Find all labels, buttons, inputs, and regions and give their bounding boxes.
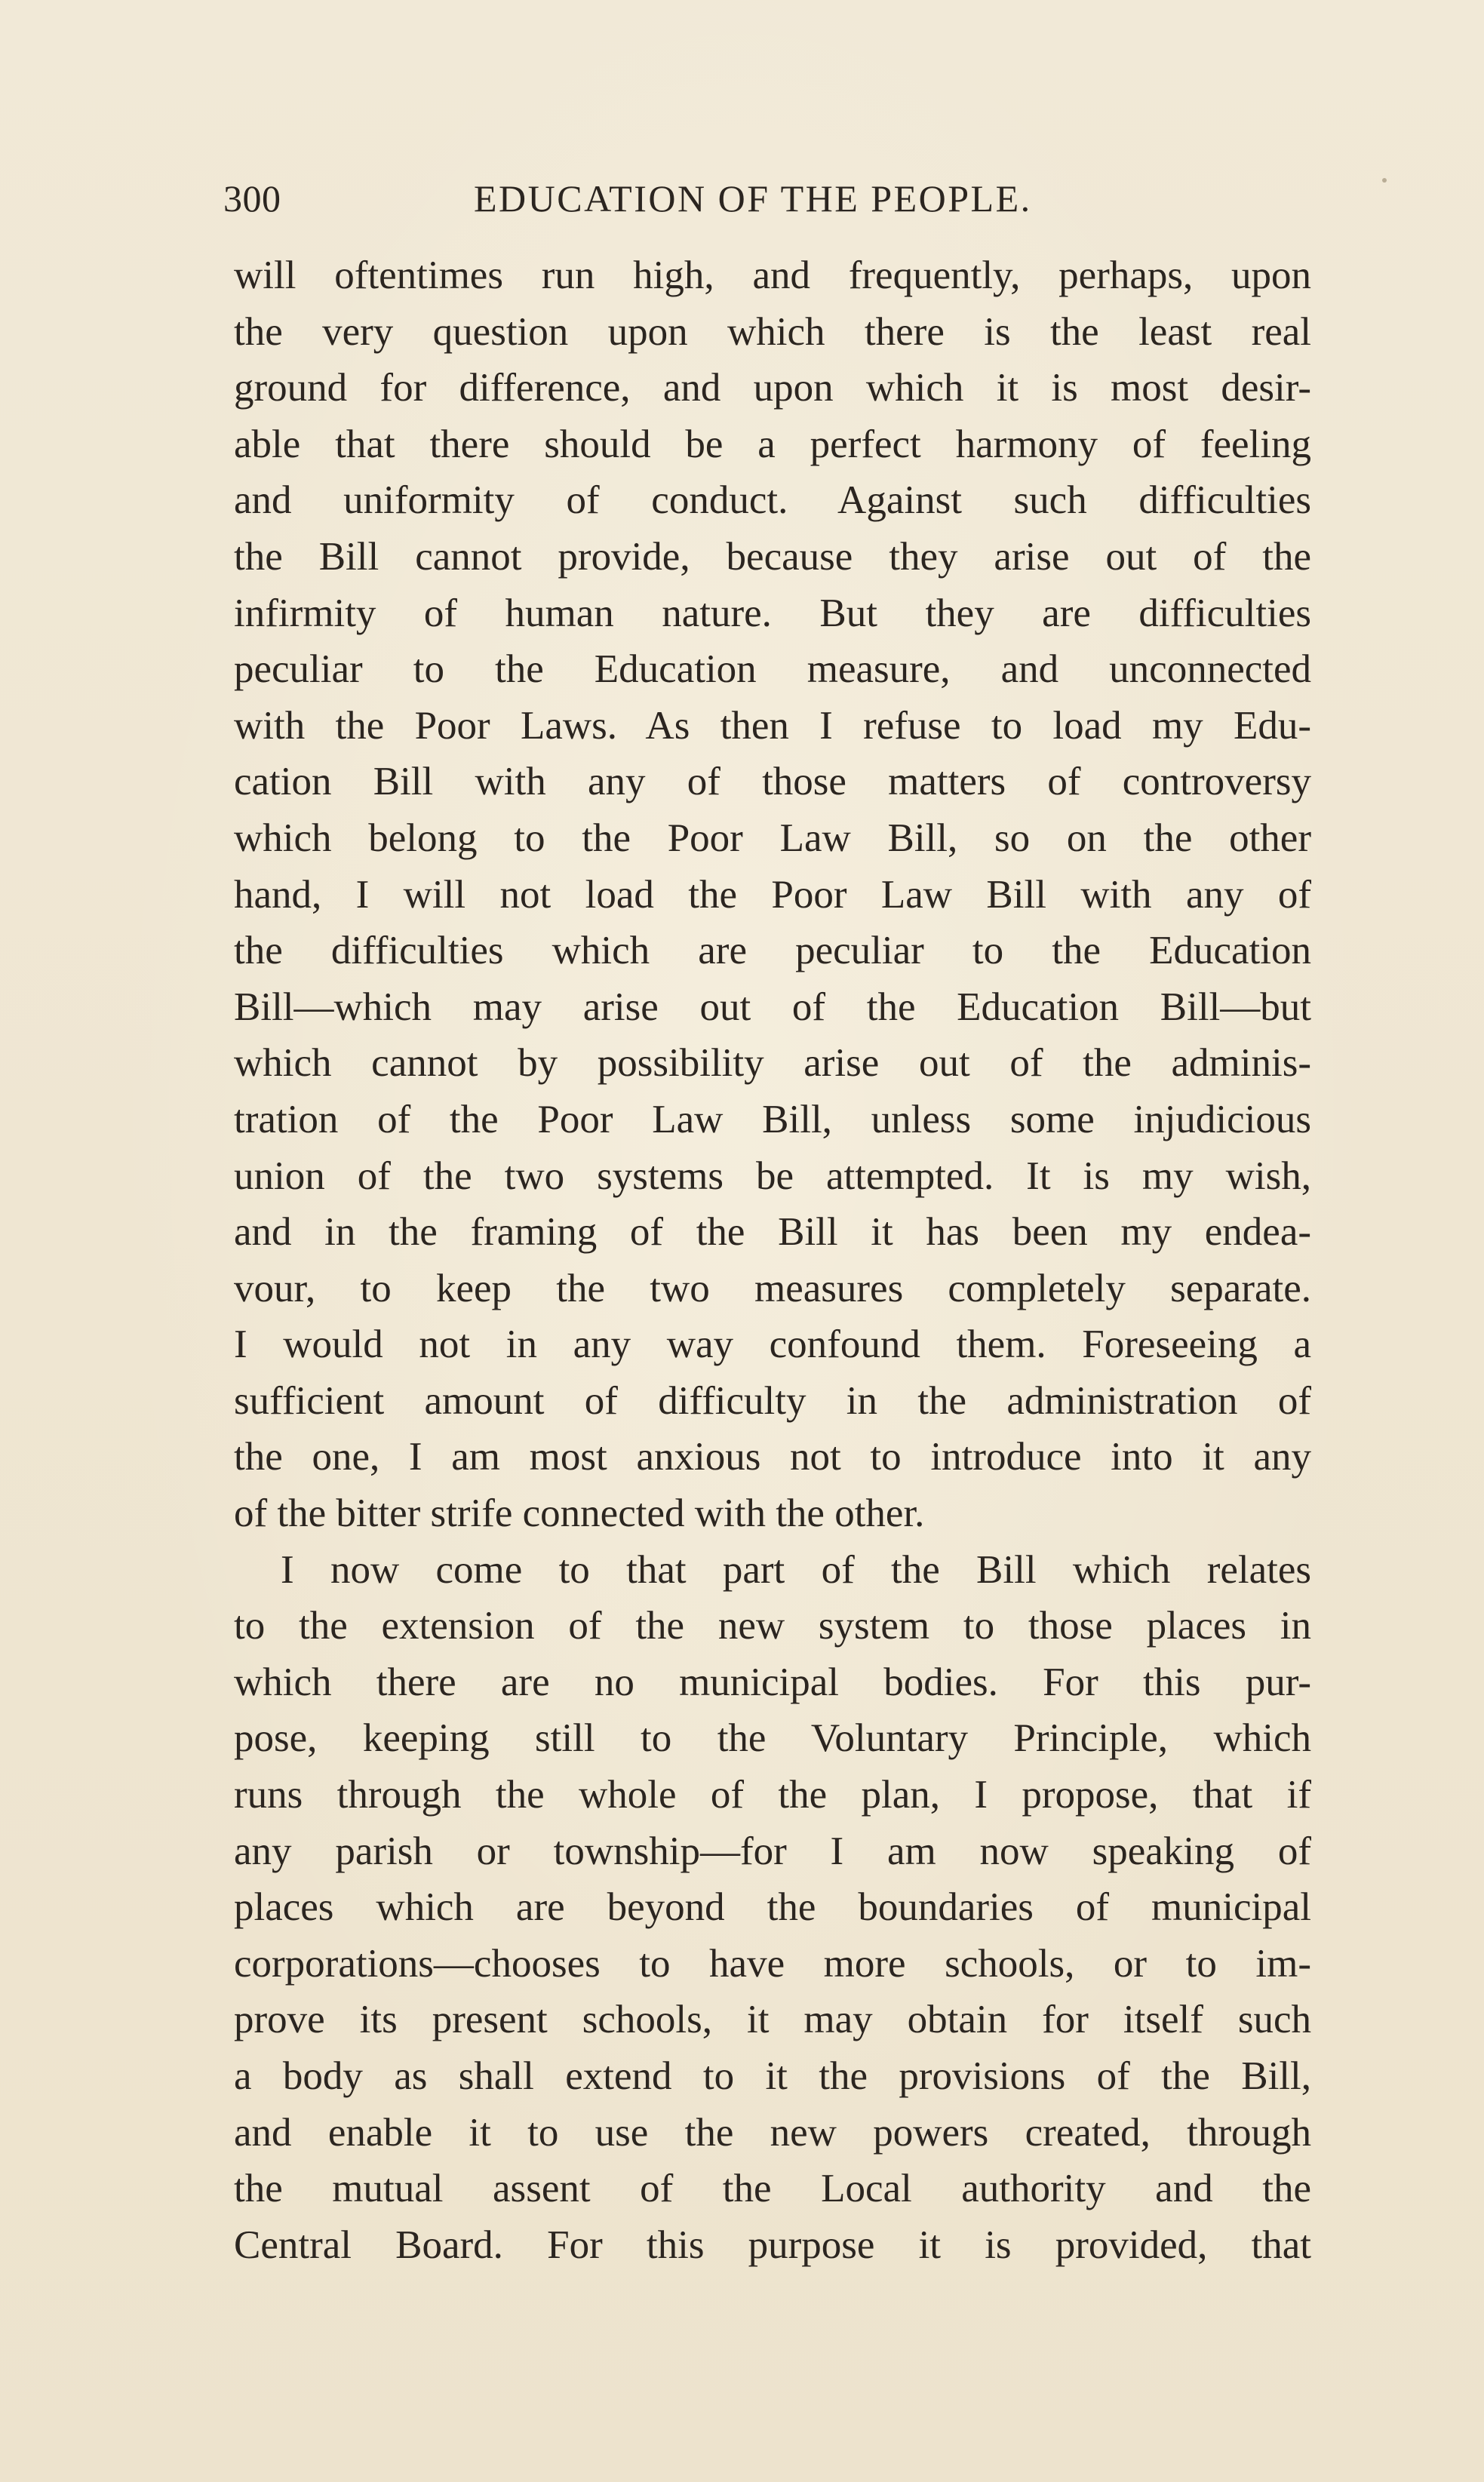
- text-line: which cannot by possibility arise out of the adminis-: [234, 1041, 1311, 1086]
- text-line: corporations—chooses to have more schools, or to im-: [234, 1941, 1311, 1986]
- text-line: the one, I am most anxious not to introduce into it any: [234, 1435, 1311, 1479]
- text-line: a body as shall extend to it the provisions of the Bill,: [234, 2054, 1311, 2098]
- paper-speck: [1382, 178, 1387, 183]
- text-line: the Bill cannot provide, because they arise out of the: [234, 534, 1311, 579]
- text-line: runs through the whole of the plan, I propose, that if: [234, 1773, 1311, 1817]
- text-line: vour, to keep the two measures completely separate.: [234, 1266, 1311, 1310]
- text-line: Central Board. For this purpose it is provided, that: [234, 2222, 1311, 2267]
- text-line: with the Poor Laws. As then I refuse to load my Edu-: [234, 703, 1311, 748]
- text-line: any parish or township—for I am now speaking of: [234, 1829, 1311, 1873]
- text-line: which belong to the Poor Law Bill, so on the other: [234, 816, 1311, 860]
- text-line: tration of the Poor Law Bill, unless some injudicious: [234, 1097, 1311, 1141]
- paragraph-start-line: I now come to that part of the Bill which relates: [281, 1547, 1311, 1592]
- text-line: and uniformity of conduct. Against such difficulties: [234, 478, 1311, 523]
- text-line: to the extension of the new system to those places in: [234, 1604, 1311, 1648]
- text-line: infirmity of human nature. But they are difficulties: [234, 591, 1311, 635]
- text-line: places which are beyond the boundaries of municipal: [234, 1885, 1311, 1930]
- text-line: cation Bill with any of those matters of controversy: [234, 760, 1311, 804]
- text-line: peculiar to the Education measure, and unconnected: [234, 647, 1311, 692]
- text-line: prove its present schools, it may obtain for itself such: [234, 1998, 1311, 2042]
- text-line: the very question upon which there is the least real: [234, 309, 1311, 354]
- text-line: pose, keeping still to the Voluntary Principle, which: [234, 1716, 1311, 1761]
- paragraph-end-line: of the bitter strife connected with the other.: [234, 1491, 925, 1536]
- text-line: the mutual assent of the Local authority and the: [234, 2167, 1311, 2211]
- text-line: I would not in any way confound them. Foreseeing a: [234, 1322, 1311, 1367]
- text-line: and in the framing of the Bill it has been my endea-: [234, 1210, 1311, 1255]
- text-line: and enable it to use the new powers created, through: [234, 2110, 1311, 2155]
- text-line: the difficulties which are peculiar to the Education: [234, 929, 1311, 973]
- text-line: union of the two systems be attempted. It is my wish,: [234, 1153, 1311, 1198]
- running-title: EDUCATION OF THE PEOPLE.: [474, 177, 1032, 220]
- text-line: able that there should be a perfect harmony of feeling: [234, 422, 1311, 466]
- text-line: Bill—which may arise out of the Education Bill—but: [234, 985, 1311, 1029]
- page-number: 300: [223, 177, 281, 220]
- text-line: will oftentimes run high, and frequently, perhaps, upon: [234, 253, 1311, 297]
- text-line: sufficient amount of difficulty in the administration of: [234, 1378, 1311, 1423]
- text-line: ground for difference, and upon which it is most desir-: [234, 366, 1311, 410]
- text-line: hand, I will not load the Poor Law Bill with any of: [234, 872, 1311, 917]
- text-line: which there are no municipal bodies. For this pur-: [234, 1660, 1311, 1704]
- running-head: [223, 172, 1310, 225]
- body-text: [234, 247, 1311, 2273]
